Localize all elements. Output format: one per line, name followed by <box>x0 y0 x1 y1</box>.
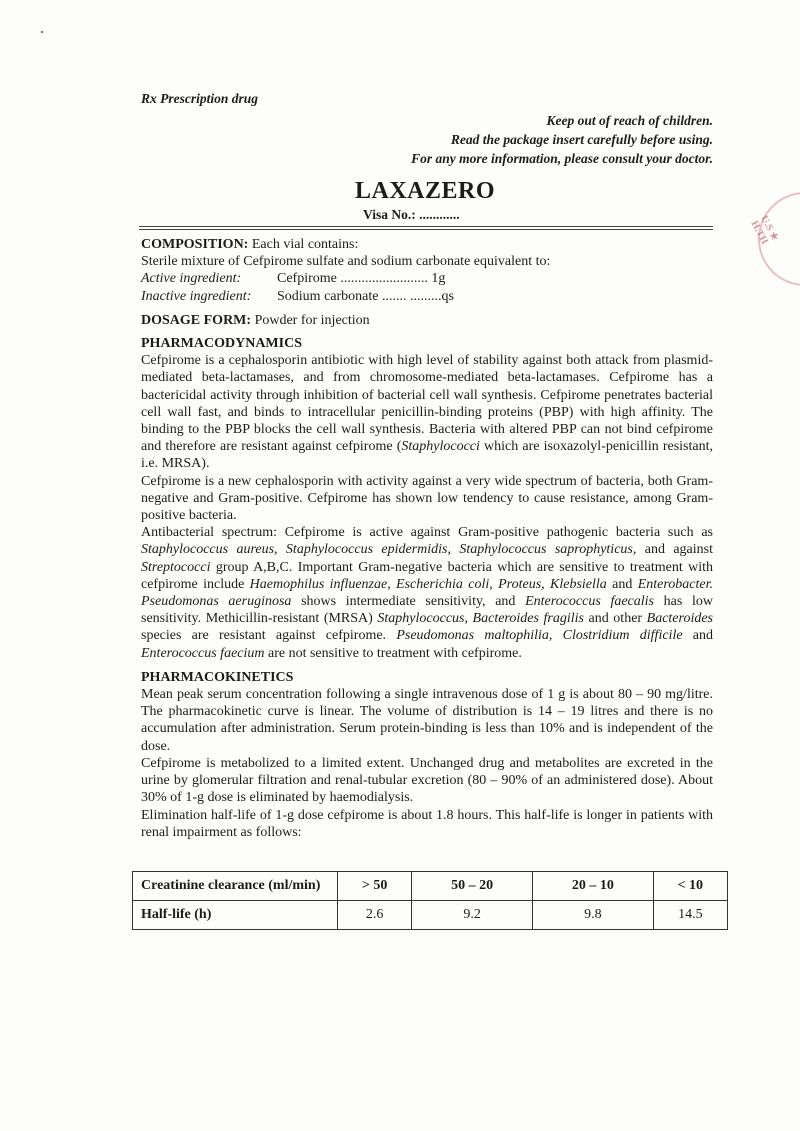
composition-mixture: Sterile mixture of Cefpirome sulfate and sodium carbonate equivalent to: <box>141 254 551 270</box>
composition-heading: COMPOSITION: <box>141 237 249 252</box>
double-rule <box>139 229 713 230</box>
table-header-cell: Creatinine clearance (ml/min) <box>133 872 338 901</box>
pd-p3-t8: species are resistant against cefpirome. <box>141 628 397 644</box>
pd-p3-i3: Haemophilus influenzae, Escherichia coli, Proteus, Klebsiella <box>249 576 607 592</box>
table-cell: 9.2 <box>412 901 533 930</box>
visa-number: Visa No.: ............ <box>363 207 460 222</box>
pd-p3-t6: has low sensitivity. Methicillin-resistant (MRSA) <box>141 594 713 627</box>
pharmacodynamics-heading: PHARMACODYNAMICS <box>141 336 302 352</box>
pd-p3-i5: Enterococcus faecalis <box>525 594 654 610</box>
document-body <box>141 236 713 841</box>
pharmacodynamics-paragraph-3 <box>141 524 713 662</box>
pd-p3-i7: Bacteroides <box>646 611 714 627</box>
pharmacokinetics-heading: PHARMACOKINETICS <box>141 669 294 685</box>
pd-p3-i2: Streptococci <box>141 559 211 575</box>
pd-p1-italic: Staphylococci <box>401 439 480 455</box>
pd-p3-t1: Antibacterial spectrum: Cefpirome is active against Gram-positive pathogenic bacteria such as <box>141 525 713 541</box>
pd-p3-t10: are not sensitive to treatment with cefpirome. <box>264 645 522 661</box>
stamp-text: U.S ★ H.TH <box>748 214 781 247</box>
table-header-cell: < 10 <box>653 872 727 901</box>
pd-p3-i8: Pseudomonas maltophilia, Clostridium difficile <box>396 628 683 644</box>
active-ingredient-value: Cefpirome ......................... 1g <box>277 271 446 287</box>
dosage-form-line <box>141 312 713 329</box>
pd-p3-t3: group A,B,C. Important Gram-negative bacteria which are sensitive to treatment with cefpirome include <box>141 559 713 592</box>
pharmacokinetics-paragraph-1: Mean peak serum concentration following a single intravenous dose of 1 g is about 80 – 90 mg/litre. The pharmacokinetic curve is linear. The volume of distribution is 14 – 19 litres and there is no accumulation after administration. Serum protein-binding is less than 10% and is independent of the dose. <box>141 687 713 754</box>
table-cell: 14.5 <box>653 901 727 930</box>
table-header-cell: 50 – 20 <box>412 872 533 901</box>
pd-p3-t7: and other <box>583 611 647 627</box>
inactive-ingredient-label: Inactive ingredient: <box>141 288 252 304</box>
warnings-block <box>411 111 713 168</box>
warning-line: Keep out of reach of children. <box>546 113 713 128</box>
table-header-cell: 20 – 10 <box>532 872 653 901</box>
pd-p3-i4: Enterobacter. Pseudomonas aeruginosa <box>141 576 714 610</box>
pharmacodynamics-paragraph-1 <box>141 352 713 472</box>
spacer <box>141 305 713 312</box>
pd-p3-t9: and <box>682 628 714 644</box>
dosage-form-text: Powder for injection <box>251 312 370 328</box>
dosage-form-heading: DOSAGE FORM: <box>141 312 252 328</box>
spacer <box>141 662 713 669</box>
warning-line: For any more information, please consult your doctor. <box>411 151 713 166</box>
inactive-ingredient-row <box>141 288 713 305</box>
warning-line: Read the package insert carefully before using. <box>450 132 713 147</box>
pd-p3-i1: Staphylococcus aureus, Staphylococcus epidermidis, Staphylococcus saprophyticus, <box>141 542 637 558</box>
pd-p3-t2: and against <box>636 542 713 558</box>
composition-intro: Each vial contains: <box>248 237 359 252</box>
composition-line <box>141 236 713 253</box>
pd-p3-t4: and <box>606 576 638 592</box>
product-title: LAXAZERO <box>354 178 496 204</box>
pd-p3-t5: shows intermediate sensitivity, and <box>291 594 526 610</box>
table-header-row <box>133 872 728 901</box>
pd-p3-i9: Enterococcus faecium <box>141 645 265 661</box>
rx-label: Rx Prescription drug <box>141 91 259 106</box>
pharmacokinetics-paragraph-2: Cefpirome is metabolized to a limited extent. Unchanged drug and metabolites are excreted in the urine by glomerular filtration and renal-tubular excretion (80 – 90% of an administered dose). About 30% of 1-g dose is eliminated by haemodialysis. <box>141 755 713 806</box>
pharmacokinetics-paragraph-3: Elimination half-life of 1-g dose cefpirome is about 1.8 hours. This half-life is longer in patients with renal impairment as follows: <box>141 807 713 840</box>
table-cell: 9.8 <box>532 901 653 930</box>
double-rule <box>139 226 713 227</box>
table-row-label: Half-life (h) <box>133 901 338 930</box>
active-ingredient-row <box>141 270 713 287</box>
scan-speck <box>41 31 43 33</box>
pd-p1-end: which are isoxazolyl-penicillin resistant, i.e. MRSA). <box>141 439 713 472</box>
pharmacodynamics-paragraph-2: Cefpirome is a new cephalosporin with activity against a very wide spectrum of bacteria, both Gram-negative and Gram-positive. Cefpirome has shown low tendency to cause resistance, among Gram-positive bacteria. <box>141 473 713 524</box>
pd-p1-text: Cefpirome is a cephalosporin antibiotic with high level of stability against both attack from plasmid-mediated beta-lactamases, and from chromosome-mediated beta-lactamases. Cefpirome has a bactericidal activity through inhibition of bacterial cell wall synthesis. Cefpirome penetrates bacterial cell wall fast, and binds to intracellular penicillin-binding proteins (PBP) with high affinity. The binding to the PBP blocks the cell wall synthesis. Bacteria with altered PBP can not bind cefpirome and therefore are resistant against cefpirome ( <box>141 353 713 455</box>
active-ingredient-label: Active ingredient: <box>141 271 242 287</box>
inactive-ingredient-value: Sodium carbonate ....... .........qs <box>277 288 454 304</box>
table-header-cell: > 50 <box>338 872 412 901</box>
half-life-table <box>132 871 728 930</box>
table-row <box>133 901 728 930</box>
table-cell: 2.6 <box>338 901 412 930</box>
pd-p3-i6: Staphylococcus, Bacteroides fragilis <box>377 611 584 627</box>
